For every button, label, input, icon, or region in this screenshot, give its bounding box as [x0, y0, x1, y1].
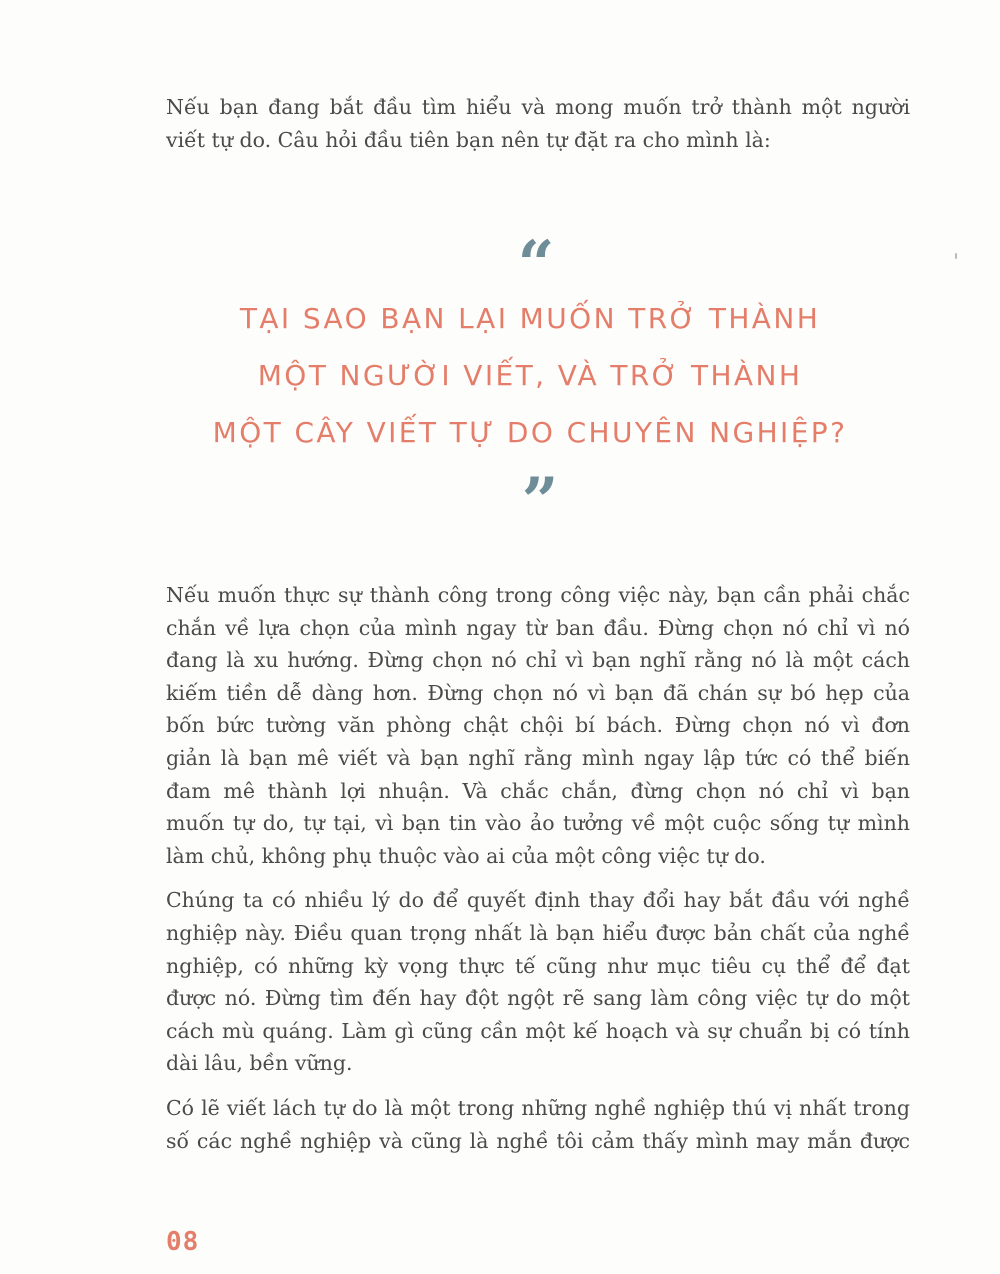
paragraph-line: giản là bạn mê viết và bạn nghĩ rằng mình ngay lập tức có thể biến: [166, 745, 910, 770]
paragraph-line: Có lẽ viết lách tự do là một trong những nghề nghiệp thú vị nhất trong: [166, 1095, 910, 1120]
paragraph-line: kiếm tiền dễ dàng hơn. Đừng chọn nó vì bạn đã chán sự bó hẹp của: [166, 680, 910, 705]
paragraph-line: Chúng ta có nhiều lý do để quyết định thay đổi hay bắt đầu với nghề: [166, 888, 910, 913]
pull-quote-line: MỘT CÂY VIẾT TỰ DO CHUYÊN NGHIỆP?: [212, 416, 848, 449]
paragraph-line: làm chủ, không phụ thuộc vào ai của một công việc tự do.: [166, 843, 766, 868]
paragraph-line: nghiệp, có những kỳ vọng thực tế cũng như mục tiêu cụ thể để đạt: [166, 953, 910, 978]
paragraph-1: [166, 579, 910, 872]
paragraph-line: đang là xu hướng. Đừng chọn nó chỉ vì bạn nghĩ rằng nó là một cách: [166, 648, 910, 673]
paragraph-line: số các nghề nghiệp và cũng là nghề tôi cảm thấy mình may mắn được: [166, 1128, 910, 1153]
paragraph-3: [166, 1092, 910, 1157]
paragraph-2: [166, 884, 910, 1080]
open-quote-mark: “: [517, 227, 555, 302]
intro-line: Nếu bạn đang bắt đầu tìm hiểu và mong muốn trở thành một người: [166, 95, 910, 119]
intro-line: viết tự do. Câu hỏi đầu tiên bạn nên tự đặt ra cho mình là:: [166, 128, 771, 152]
paragraph-line: đam mê thành lợi nhuận. Và chắc chắn, đừng chọn nó chỉ vì bạn: [166, 778, 910, 803]
pull-quote: [150, 290, 910, 461]
paragraph-line: muốn tự do, tự tại, vì bạn tin vào ảo tưởng về một cuộc sống tự mình: [166, 811, 910, 836]
paragraph-line: nghiệp này. Điều quan trọng nhất là bạn hiểu được bản chất của nghề: [166, 920, 910, 945]
pull-quote-line: MỘT NGƯỜI VIẾT, VÀ TRỞ THÀNH: [257, 359, 803, 392]
body-text: [166, 579, 910, 1169]
page-number: 08: [166, 1227, 200, 1257]
paragraph-line: bốn bức tường văn phòng chật chội bí bách. Đừng chọn nó vì đơn: [166, 713, 910, 738]
pull-quote-line: TẠI SAO BẠN LẠI MUỐN TRỞ THÀNH: [239, 302, 821, 335]
paragraph-line: cách mù quáng. Làm gì cũng cần một kế hoạch và sự chuẩn bị có tính: [166, 1018, 910, 1043]
paragraph-line: Nếu muốn thực sự thành công trong công việc này, bạn cần phải chắc: [166, 583, 910, 607]
close-quote-mark: ”: [521, 464, 559, 539]
paragraph-line: chắn về lựa chọn của mình ngay từ ban đầu. Đừng chọn nó chỉ vì nó: [166, 615, 910, 640]
paragraph-line: dài lâu, bền vững.: [166, 1051, 353, 1076]
intro-paragraph: [166, 91, 910, 157]
paragraph-line: được nó. Đừng tìm đến hay đột ngột rẽ sang làm công việc tự do một: [166, 986, 910, 1011]
